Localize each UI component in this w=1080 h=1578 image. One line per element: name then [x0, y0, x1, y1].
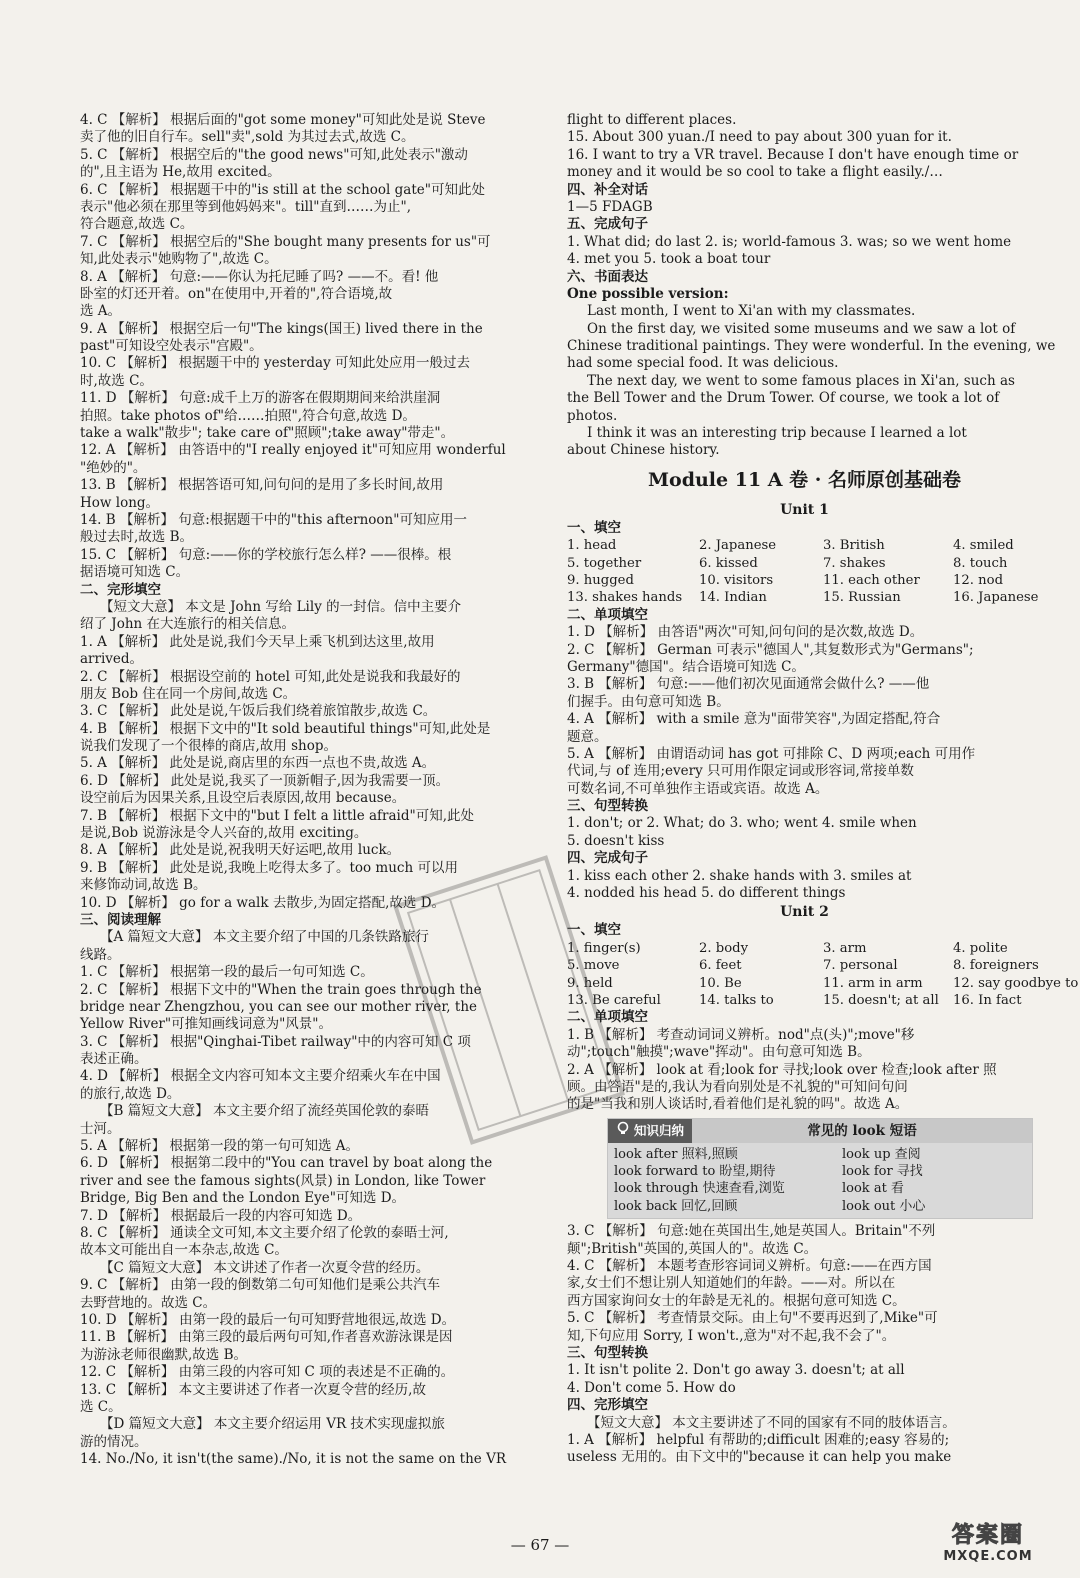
- section-heading: 五、完成句子: [567, 216, 648, 233]
- text-line: 题意。: [567, 728, 608, 745]
- fill-answer: 5. together: [567, 555, 642, 571]
- text-line: 1. don't; or 2. What; do 3. who; went 4. smile when: [567, 815, 917, 832]
- section-heading: 三、句型转换: [567, 1345, 648, 1361]
- text-line: Yellow River"可推知画线词意为"风景"。: [80, 1016, 333, 1033]
- unit2-fill-header: 一、填空: [567, 922, 621, 939]
- text-line: bridge near Zhengzhou, you can see our mother river, the: [80, 998, 477, 1015]
- fill-answer: 15. doesn't; at all: [823, 992, 939, 1008]
- text-line: 【C 篇短文大意】 本文讲述了作者一次夏令营的经历。: [100, 1259, 430, 1276]
- text-line: How long。: [80, 494, 160, 511]
- watermark-brand: 答案圈: [951, 1523, 1024, 1548]
- knowledge-tag: [608, 1119, 692, 1143]
- text-line: 的",且主语为 He,故用 excited。: [80, 164, 281, 181]
- phrase-item: look forward to 盼望,期待: [614, 1164, 776, 1180]
- text-line: I think it was an interesting trip because I learned a lot: [587, 425, 967, 442]
- text-line: 9. C 【解析】 由第一段的倒数第二句可知他们是乘公共汽车: [80, 1277, 441, 1294]
- phrase-item: look back 回忆,回顾: [614, 1198, 738, 1214]
- section-heading: 四、完成句子: [567, 850, 648, 867]
- text-line: 11. B 【解析】 由第三段的最后两句可知,作者喜欢游泳课是因: [80, 1329, 453, 1346]
- knowledge-box-header: [608, 1119, 1032, 1143]
- text-line: had some special food. It was delicious.: [567, 355, 839, 372]
- fill-answer: 3. British: [823, 538, 885, 554]
- fill-answer: 15. Russian: [823, 590, 901, 606]
- text-line: photos.: [567, 407, 618, 424]
- text-line: 8. A 【解析】 此处是说,祝我明天好运吧,故用 luck。: [80, 842, 401, 859]
- text-line: 代词,与 of 连用;every 只可用作限定词或形容词,常接单数: [567, 763, 914, 780]
- watermark-logo: [918, 1512, 1058, 1570]
- text-line: One possible version:: [567, 285, 729, 302]
- text-line: 13. C 【解析】 本文主要讲述了作者一次夏令营的经历,故: [80, 1381, 426, 1398]
- text-line: 9. A 【解析】 根据空后一句"The kings(国王) lived there in the: [80, 320, 483, 337]
- text-line: 说我们发现了一个很棒的商店,故用 shop。: [80, 738, 337, 755]
- text-line: 【A 篇短文大意】 本文主要介绍了中国的几条铁路旅行: [100, 929, 429, 946]
- section-heading: 二、完形填空: [80, 581, 161, 598]
- text-line: 1. It isn't polite 2. Don't go away 3. doesn't; at all: [567, 1362, 905, 1379]
- section-heading: 三、阅读理解: [80, 911, 161, 928]
- section-heading: 三、句型转换: [567, 798, 648, 815]
- fill-answer: 6. feet: [699, 958, 742, 974]
- text-line: Chinese traditional paintings. They were wonderful. In the evening, we: [567, 338, 1056, 355]
- unit2-section-a: [567, 1009, 1042, 1113]
- knowledge-box: [607, 1118, 1033, 1220]
- text-line: arrived。: [80, 651, 144, 668]
- text-line: 9. B 【解析】 此处是说,我晚上吃得太多了。too much 可以用: [80, 859, 458, 876]
- fill-answer: 4. polite: [953, 940, 1008, 956]
- section-heading: 二、单项填空: [567, 606, 648, 623]
- fill-answer: 10. visitors: [699, 572, 774, 588]
- knowledge-box-title: 常见的 look 短语: [807, 1122, 917, 1139]
- text-line: 符合题意,故选 C。: [80, 216, 194, 233]
- text-line: 8. C 【解析】 通读全文可知,本文主要介绍了伦敦的泰晤士河,: [80, 1225, 449, 1241]
- text-line: 2. A 【解析】 look at 看;look for 寻找;look over 检查;look after 照: [567, 1061, 997, 1078]
- text-line: 5. A 【解析】 由谓语动词 has got 可排除 C、D 两项;each 可用作: [567, 745, 976, 762]
- text-line: 据语境可知选 C。: [80, 564, 190, 581]
- fill-answer: 9. hugged: [567, 572, 634, 588]
- text-line: take a walk"散步"; take care of"照顾";take away"带走"。: [80, 425, 455, 442]
- text-line: 时,故选 C。: [80, 372, 153, 389]
- text-line: 们握手。由句意可知选 B。: [567, 693, 730, 710]
- text-line: 4. D 【解析】 根据全文内容可知本文主要介绍乘火车在中国: [80, 1068, 441, 1085]
- text-line: Last month, I went to Xi'an with my classmates.: [587, 303, 916, 320]
- text-line: 5. doesn't kiss: [567, 832, 665, 849]
- text-line: 来修饰动词,故选 B。: [80, 877, 207, 894]
- text-line: Bridge, Big Ben and the London Eye"可知选 D。: [80, 1190, 406, 1207]
- text-line: 15. About 300 yuan./I need to pay about 300 yuan for it.: [567, 129, 952, 146]
- text-line: 士河。: [80, 1120, 121, 1137]
- text-line: 1. A 【解析】 此处是说,我们今天早上乘飞机到达这里,故用: [80, 633, 435, 650]
- text-line: 11. D 【解析】 句意:成千上万的游客在假期期间来给洪崖洞: [80, 390, 441, 407]
- fill-answer: 1. head: [567, 538, 617, 554]
- text-line: 5. C 【解析】 根据空后的"the good news"可知,此处表示"激动: [80, 146, 468, 163]
- text-line: 12. C 【解析】 由第三段的内容可知 C 项的表述是不正确的。: [80, 1364, 455, 1381]
- unit1-fill-grid: [567, 537, 1042, 607]
- text-line: 10. D 【解析】 go for a walk 去散步,为固定搭配,故选 D。: [80, 894, 446, 911]
- knowledge-box-list: [608, 1143, 1032, 1219]
- fill-answer: 12. say goodbye to: [953, 975, 1079, 991]
- fill-answer: 7. personal: [823, 958, 898, 974]
- fill-answer: 14. Indian: [699, 590, 767, 606]
- text-line: 4. met you 5. took a boat tour: [567, 251, 771, 268]
- fill-answer: 12. nod: [953, 572, 1004, 588]
- text-line: about Chinese history.: [567, 442, 720, 459]
- phrase-item: look out 小心: [842, 1198, 926, 1214]
- text-line: past"可知设空处表示"宫殿"。: [80, 338, 263, 355]
- text-line: 8. A 【解析】 句意:——你认为托尼睡了吗? ——不。看! 他: [80, 268, 439, 285]
- phrase-item: look at 看: [842, 1181, 904, 1197]
- text-line: 14. No./No, it isn't(the same)./No, it is not the same on the VR: [80, 1451, 506, 1468]
- text-line: 4. C 【解析】 本题考查形容词词义辨析。句意:——在西方国: [567, 1258, 932, 1275]
- unit1-title: Unit 1: [780, 501, 829, 518]
- fill-answer: 8. foreigners: [953, 958, 1039, 974]
- left-column: [80, 112, 550, 1468]
- fill-answer: 7. shakes: [823, 555, 886, 571]
- phrase-item: look through 快速查看,浏览: [614, 1181, 785, 1197]
- unit2-section-b: [567, 1223, 1042, 1466]
- text-line: 4. A 【解析】 with a smile 意为"面带笑容",为固定搭配,符合: [567, 711, 941, 728]
- text-line: 游的情况。: [80, 1433, 148, 1450]
- text-line: 2. C 【解析】 German 可表示"德国人",其复数形式为"Germans";: [567, 641, 974, 658]
- text-line: 1. C 【解析】 根据第一段的最后一句可知选 C。: [80, 964, 374, 981]
- text-line: 3. C 【解析】 此处是说,午饭后我们绕着旅馆散步,故选 C。: [80, 703, 437, 720]
- text-line: 的是"当我和别人谈话时,看着他们是礼貌的吗"。故选 A。: [567, 1096, 909, 1113]
- text-line: 4. Don't come 5. How do: [567, 1379, 736, 1396]
- text-line: useless 无用的。由下文中的"because it can help you make: [567, 1449, 952, 1466]
- text-line: "绝妙的"。: [80, 459, 147, 476]
- text-line: 【D 篇短文大意】 本文主要介绍运用 VR 技术实现虚拟旅: [100, 1416, 445, 1433]
- fill-answer: 9. held: [567, 975, 613, 991]
- text-line: 去野营地的。故选 C。: [80, 1294, 217, 1311]
- text-line: 动";touch"触摸";wave"挥动"。由句意可知选 B。: [567, 1044, 871, 1061]
- text-line: 绍了 John 在大连旅行的相关信息。: [80, 616, 296, 633]
- text-line: 12. A 【解析】 由答语中的"I really enjoyed it"可知应用 wonderful: [80, 442, 506, 459]
- text-line: 4. B 【解析】 根据下文中的"It sold beautiful things"可知,此处是: [80, 720, 491, 737]
- text-line: The next day, we went to some famous places in Xi'an, such as: [587, 372, 1015, 389]
- phrase-item: look after 照料,照顾: [614, 1146, 738, 1162]
- fill-answer: 13. Be careful: [567, 992, 661, 1008]
- knowledge-tag-label: 知识归纳: [634, 1122, 685, 1138]
- text-line: 16. I want to try a VR travel. Because I don't have enough time or: [567, 146, 1019, 163]
- text-line: 朋友 Bob 住在同一个房间,故选 C。: [80, 685, 297, 702]
- text-line: 设空前后为因果关系,且设空后表原因,故用 because。: [80, 790, 406, 807]
- text-line: 7. C 【解析】 根据空后的"She bought many presents for us"可: [80, 233, 491, 250]
- text-line: 为游泳老师很幽默,故选 B。: [80, 1346, 248, 1363]
- text-line: 表示"他必须在那里等到他妈妈来"。till"直到……为止",: [80, 198, 412, 215]
- unit1-fill-header: 一、填空: [567, 519, 621, 536]
- text-line: 知,下句应用 Sorry, I won't.,意为"对不起,我不会了"。: [567, 1327, 896, 1344]
- unit2-fill-grid: [567, 940, 1079, 1010]
- fill-answer: 16. Japanese: [953, 590, 1039, 606]
- text-line: 1—5 FDAGB: [567, 198, 653, 215]
- right-top-section: [567, 112, 1056, 460]
- text-line: 3. B 【解析】 句意:——他们初次见面通常会做什么? ——他: [567, 676, 930, 693]
- fill-answer: 16. In fact: [953, 992, 1022, 1008]
- text-line: 可数名词,不可单独作主语或宾语。故选 A。: [567, 780, 829, 797]
- text-line: 4. C 【解析】 根据后面的"got some money"可知此处是说 Steve: [80, 112, 486, 128]
- text-line: 3. C 【解析】 根据"Qinghai-Tibet railway"中的内容可知 C 项: [80, 1033, 471, 1050]
- text-line: 6. C 【解析】 根据题干中的"is still at the school gate"可知此处: [80, 181, 485, 198]
- text-line: 14. B 【解析】 句意:根据题干中的"this afternoon"可知应用一: [80, 511, 467, 528]
- text-line: 10. C 【解析】 根据题干中的 yesterday 可知此处应用一般过去: [80, 355, 470, 372]
- text-line: flight to different places.: [567, 112, 737, 128]
- text-line: 13. B 【解析】 根据答语可知,问句问的是用了多长时间,故用: [80, 477, 444, 494]
- fill-answer: 1. finger(s): [567, 940, 641, 956]
- text-line: 1. B 【解析】 考查动词词义辨析。nod"点(头)";move"移: [567, 1026, 915, 1043]
- text-line: 7. D 【解析】 根据最后一段的内容可知选 D。: [80, 1207, 362, 1224]
- section-heading: 二、单项填空: [567, 1009, 648, 1026]
- text-line: 10. D 【解析】 由第一段的最后一句可知野营地很远,故选 D。: [80, 1311, 456, 1328]
- fill-answer: 2. body: [699, 940, 749, 956]
- watermark-url: MXQE.COM: [943, 1549, 1033, 1564]
- text-line: 6. D 【解析】 此处是说,我买了一顶新帽子,因为我需要一顶。: [80, 772, 450, 789]
- unit2-title: Unit 2: [780, 904, 829, 921]
- text-line: On the first day, we visited some museums and we saw a lot of: [587, 320, 1016, 337]
- text-line: 颠";British"英国的,英国人的"。故选 C。: [567, 1240, 818, 1257]
- text-line: 知,此处表示"她购物了",故选 C。: [80, 251, 278, 268]
- text-line: 【短文大意】 本文是 John 写给 Lily 的一封信。信中主要介: [100, 598, 462, 615]
- text-line: 表述正确。: [80, 1051, 148, 1068]
- text-line: 卖了他的旧自行车。sell"卖",sold 为其过去式,故选 C。: [80, 129, 415, 146]
- text-line: 1. What did; do last 2. is; world-famous 3. was; so we went home: [567, 233, 1012, 250]
- text-line: 【短文大意】 本文主要讲述了不同的国家有不同的肢体语言。: [587, 1414, 956, 1431]
- fill-answer: 5. move: [567, 958, 620, 974]
- text-line: 7. B 【解析】 根据下文中的"but I felt a little afraid"可知,此处: [80, 807, 475, 824]
- lightbulb-icon: [616, 1119, 630, 1143]
- text-line: 是说,Bob 说游泳是令人兴奋的,故用 exciting。: [80, 825, 368, 842]
- fill-answer: 2. Japanese: [699, 538, 777, 554]
- text-line: 15. C 【解析】 句意:——你的学校旅行怎么样? ——很棒。根: [80, 546, 452, 563]
- text-line: 1. D 【解析】 由答语"两次"可知,问句问的是次数,故选 D。: [567, 624, 924, 641]
- fill-answer: 13. shakes hands: [567, 590, 683, 606]
- section-heading: 四、完形填空: [567, 1397, 648, 1414]
- text-line: Germany"德国"。结合语境可知选 C。: [567, 658, 805, 675]
- text-line: 5. A 【解析】 根据第一段的第一句可知选 A。: [80, 1138, 360, 1155]
- text-line: 般过去时,故选 B。: [80, 529, 194, 546]
- text-line: 线路。: [80, 946, 121, 963]
- fill-answer: 8. touch: [953, 555, 1008, 571]
- fill-answer: 6. kissed: [699, 555, 758, 571]
- text-line: 顾。由答语"是的,我认为看向别处是不礼貌的"可知问句问: [567, 1078, 908, 1095]
- fill-answer: 10. Be: [699, 975, 742, 991]
- fill-answer: 11. each other: [823, 572, 920, 588]
- text-line: river and see the famous sights(风景) in London, like Tower: [80, 1172, 486, 1189]
- text-line: money and it would be so cool to take a flight easily./…: [567, 164, 943, 181]
- fill-answer: 11. arm in arm: [823, 975, 923, 991]
- right-column: [567, 112, 1079, 1467]
- text-line: 2. C 【解析】 根据设空前的 hotel 可知,此处是说我和我最好的: [80, 668, 461, 685]
- text-line: 4. nodded his head 5. do different things: [567, 885, 846, 902]
- section-heading: 四、补全对话: [567, 181, 648, 198]
- text-line: 1. kiss each other 2. shake hands with 3. smiles at: [567, 867, 912, 884]
- phrase-item: look up 查阅: [842, 1146, 921, 1162]
- fill-answer: 14. talks to: [699, 992, 774, 1008]
- fill-answer: 4. smiled: [953, 538, 1014, 554]
- page-number: — 67 —: [510, 1536, 570, 1554]
- text-line: 的旅行,故选 D。: [80, 1085, 181, 1102]
- text-line: 6. D 【解析】 根据第二段中的"You can travel by boat along the: [80, 1155, 493, 1172]
- text-line: 选 C。: [80, 1398, 122, 1415]
- section-heading: 六、书面表达: [567, 268, 648, 285]
- text-line: 2. C 【解析】 根据下文中的"When the train goes through the: [80, 981, 482, 998]
- text-line: the Bell Tower and the Drum Tower. Of course, we took a lot of: [567, 390, 1000, 407]
- phrase-item: look for 寻找: [842, 1164, 923, 1180]
- text-line: 3. C 【解析】 句意:她在英国出生,她是英国人。Britain"不列: [567, 1223, 936, 1240]
- text-line: 【B 篇短文大意】 本文主要介绍了流经英国伦敦的泰晤: [100, 1103, 430, 1120]
- text-line: 1. A 【解析】 helpful 有帮助的;difficult 困难的;easy 容易的;: [567, 1431, 950, 1448]
- text-line: 选 A。: [80, 303, 122, 320]
- module-title: Module 11 A 卷 · 名师原创基础卷: [648, 468, 961, 491]
- text-line: 5. A 【解析】 此处是说,商店里的东西一点也不贵,故选 A。: [80, 755, 436, 772]
- fill-answer: 3. arm: [823, 940, 867, 956]
- text-line: 5. C 【解析】 考查情景交际。由上句"不要再迟到了,Mike"可: [567, 1310, 938, 1327]
- text-line: 西方国家询问女士的年龄是无礼的。根据句意可知选 C。: [567, 1292, 906, 1309]
- text-line: 故本文可能出自一本杂志,故选 C。: [80, 1242, 288, 1259]
- text-line: 卧室的灯还开着。on"在使用中,开着的",符合语境,故: [80, 285, 393, 302]
- text-line: 拍照。take photos of"给……拍照",符合句意,故选 D。: [80, 407, 416, 424]
- text-line: 家,女士们不想让别人知道她们的年龄。——对。所以在: [567, 1275, 896, 1292]
- unit1-section: [567, 607, 1042, 903]
